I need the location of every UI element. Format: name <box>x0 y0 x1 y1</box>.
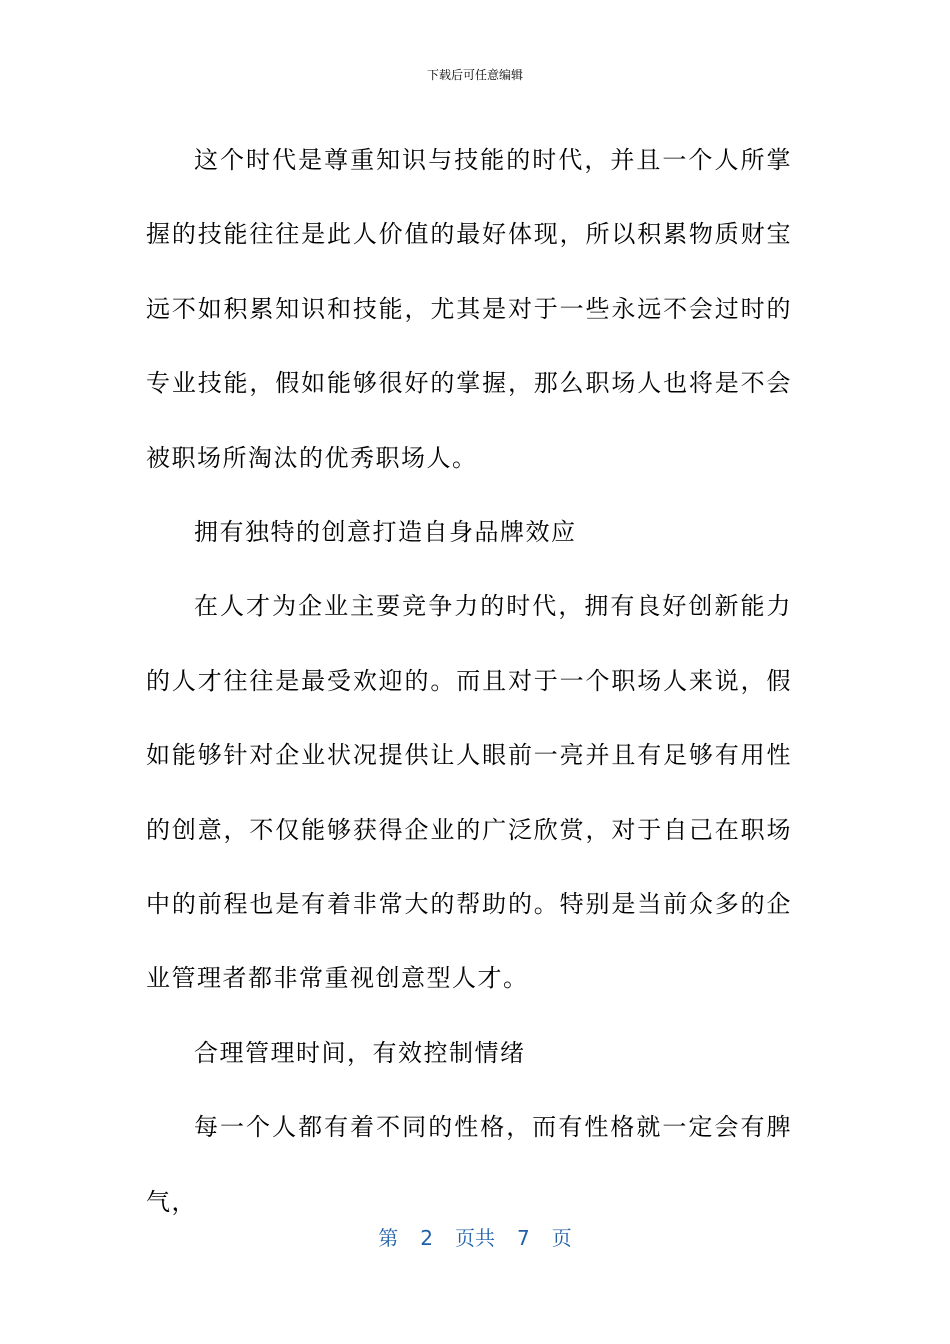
paragraph-3: 每一个人都有着不同的性格，而有性格就一定会有脾气， <box>146 1113 792 1216</box>
footer-prefix: 第 <box>378 1226 399 1250</box>
header-note: 下载后可任意编辑 <box>426 68 523 82</box>
section-heading-creativity: 拥有独特的创意打造自身品牌效应 <box>194 518 577 547</box>
footer-suffix: 页 <box>551 1226 572 1250</box>
footer-total-pages: 7 <box>517 1226 530 1250</box>
paragraph-2: 在人才为企业主要竞争力的时代，拥有良好创新能力的人才往往是最受欢迎的。而且对于一个职场人来说，假如能够针对企业状况提供让人眼前一亮并且有足够有用性的创意，不仅能够获得企业的广泛欣赏，对于自己在职场中的前程也是有着非常大的帮助的。特别是当前众多的企业管理者都非常重视创意型人才。 <box>146 592 792 993</box>
footer-middle: 页共 <box>455 1226 495 1250</box>
section-heading-time-management: 合理管理时间，有效控制情绪 <box>194 1038 526 1067</box>
page-footer <box>0 1224 950 1252</box>
paragraph-1: 这个时代是尊重知识与技能的时代，并且一个人所掌握的技能往往是此人价值的最好体现，所以积累物质财宝远不如积累知识和技能，尤其是对于一些永远不会过时的专业技能，假如能够很好的掌握，那么职场人也将是不会被职场所淘汰的优秀职场人。 <box>146 146 792 472</box>
document-body <box>146 123 792 1239</box>
footer-current-page: 2 <box>420 1226 433 1250</box>
